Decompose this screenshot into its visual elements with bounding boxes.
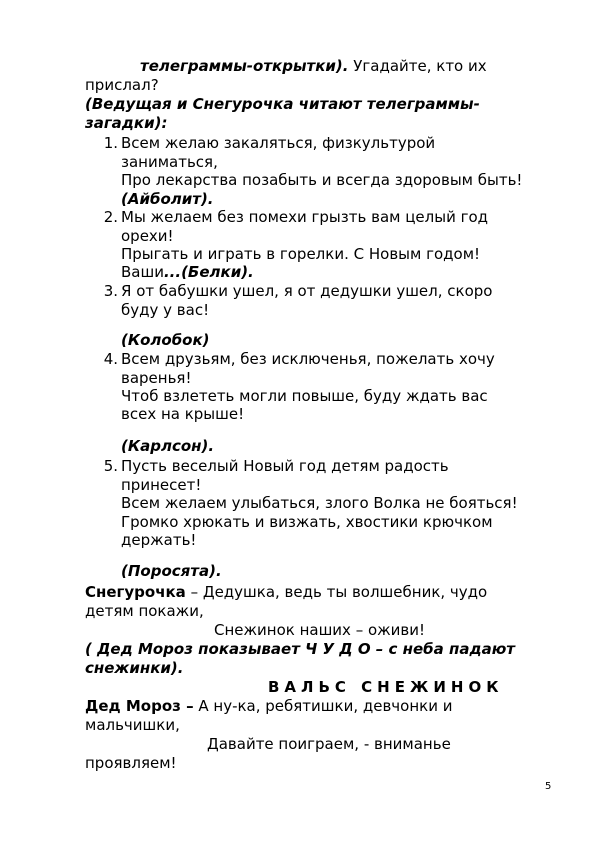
riddle-line: Прыгать и играть в горелки. С Новым годом! xyxy=(121,245,481,263)
ded-moroz-line-3: Давайте поиграем, - вниманье xyxy=(207,735,451,753)
ded-moroz-line-2: мальчишки, xyxy=(85,716,180,734)
riddle-answer: ...(Белки). xyxy=(163,263,254,281)
riddle-answer: (Колобок) xyxy=(121,331,210,349)
list-number: 1. xyxy=(103,134,118,152)
direction-heading-cont: загадки): xyxy=(85,114,168,132)
riddle-line: Чтоб взлететь могли повыше, буду ждать вас xyxy=(121,387,488,405)
section-title: ВАЛЬС СНЕЖИНОК xyxy=(268,678,504,696)
stage-direction: ( Дед Мороз показывает Ч У Д О – с неба падают xyxy=(85,640,515,658)
snegurochka-line-1 xyxy=(85,583,487,601)
stage-direction-cont: снежинки). xyxy=(85,659,184,677)
riddle-line: варенья! xyxy=(121,369,192,387)
ded-moroz-line-1 xyxy=(85,697,452,715)
riddle-line: держать! xyxy=(121,531,197,549)
page-number: 5 xyxy=(545,781,552,792)
riddle-answer-line xyxy=(121,263,254,281)
list-number: 4. xyxy=(103,350,118,368)
snegurochka-line-2: детям покажи, xyxy=(85,602,204,620)
riddle-line: Громко хрюкать и визжать, хвостики крючком xyxy=(121,513,493,531)
list-number: 3. xyxy=(103,282,118,300)
riddle-line: Пусть веселый Новый год детям радость xyxy=(121,457,449,475)
answer-prefix: Ваши xyxy=(121,263,164,281)
ded-moroz-line-4: проявляем! xyxy=(85,754,177,772)
riddle-answer: (Поросята). xyxy=(121,562,222,580)
riddle-line: всех на крыше! xyxy=(121,405,245,423)
riddle-line: Я от бабушки ушел, я от дедушки ушел, скоро xyxy=(121,282,493,300)
intro-text: Угадайте, кто их xyxy=(348,57,487,75)
riddle-line: орехи! xyxy=(121,227,174,245)
speech-text: А ну-ка, ребятишки, девчонки и xyxy=(193,697,453,715)
intro-line-2: прислал? xyxy=(85,76,159,94)
snegurochka-line-3: Снежинок наших – оживи! xyxy=(214,621,426,639)
riddle-line: буду у вас! xyxy=(121,301,210,319)
direction-heading: (Ведущая и Снегурочка читают телеграммы- xyxy=(85,95,480,113)
riddle-line: Всем желаем улыбаться, злого Волка не бояться! xyxy=(121,494,518,512)
intro-bold-text: телеграммы-открытки). xyxy=(140,57,349,75)
riddle-line: Про лекарства позабыть и всегда здоровым быть! xyxy=(121,171,523,189)
speaker-name: Снегурочка xyxy=(85,583,186,601)
list-number: 2. xyxy=(103,208,118,226)
riddle-line: Мы желаем без помехи грызть вам целый год xyxy=(121,208,489,226)
speaker-name: Дед Мороз – xyxy=(85,697,194,715)
riddle-answer: (Айболит). xyxy=(121,190,214,208)
riddle-answer: (Карлсон). xyxy=(121,437,215,455)
list-number: 5. xyxy=(103,457,118,475)
riddle-line: заниматься, xyxy=(121,153,218,171)
riddle-line: Всем желаю закаляться, физкультурой xyxy=(121,134,436,152)
speech-text: – Дедушка, ведь ты волшебник, чудо xyxy=(185,583,488,601)
intro-line-1 xyxy=(140,57,487,75)
riddle-line: принесет! xyxy=(121,476,202,494)
riddle-line: Всем друзьям, без исключенья, пожелать хочу xyxy=(121,350,495,368)
